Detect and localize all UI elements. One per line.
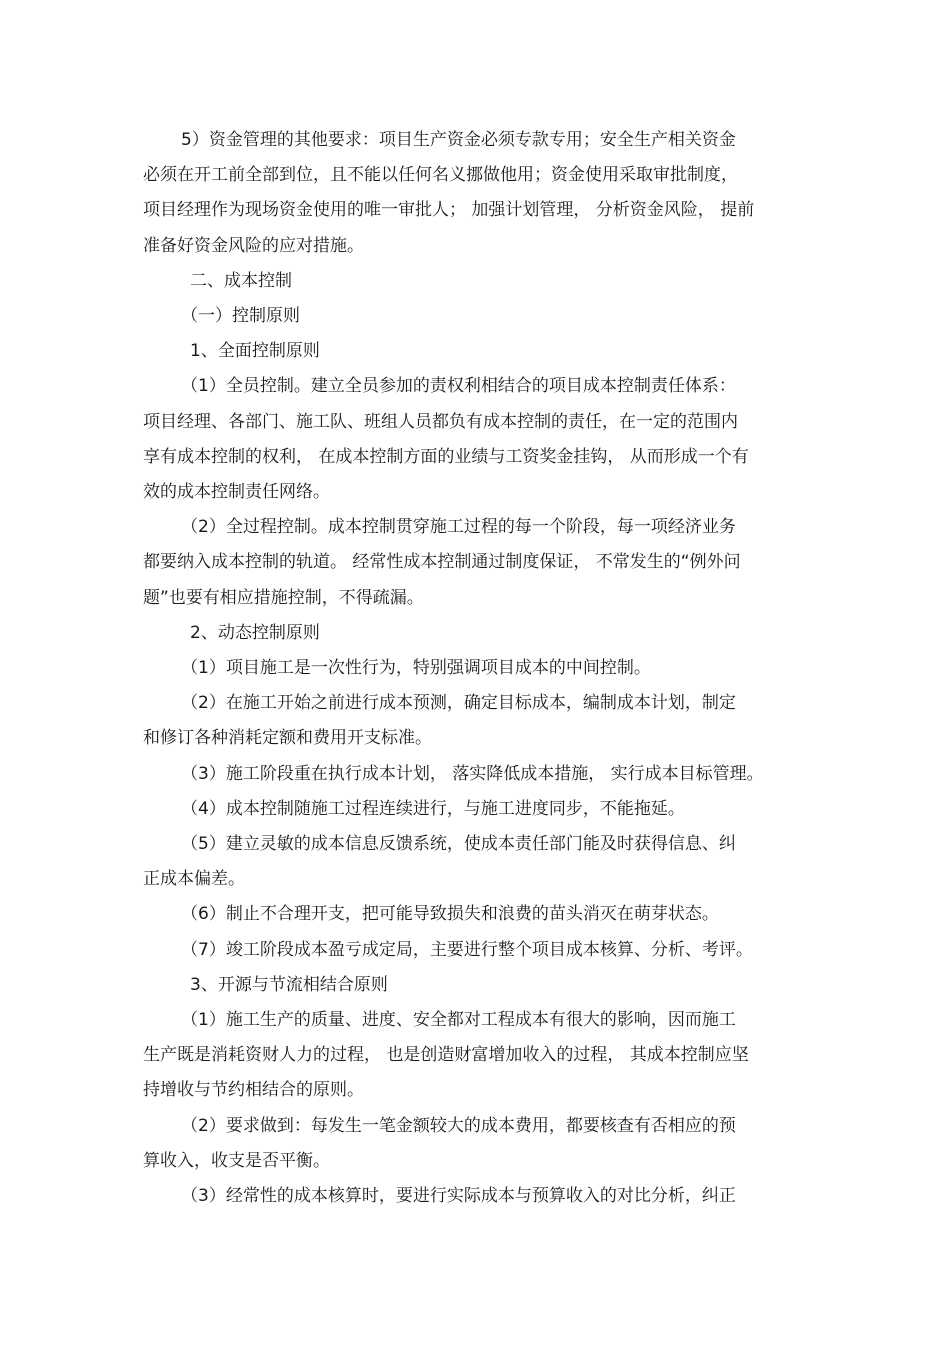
paragraph-line: 都要纳入成本控制的轨道。 经常性成本控制通过制度保证， 不常发生的“例外问 <box>143 552 741 573</box>
section-heading: 二、成本控制 <box>190 270 292 291</box>
section-heading: 3、开源与节流相结合原则 <box>190 974 388 995</box>
paragraph-line: （4）成本控制随施工过程连续进行，与施工进度同步，不能拖延。 <box>181 798 685 819</box>
paragraph-line: 享有成本控制的权利， 在成本控制方面的业绩与工资奖金挂钩， 从而形成一个有 <box>143 446 749 467</box>
paragraph-line: 题”也要有相应措施控制，不得疏漏。 <box>143 587 424 608</box>
paragraph-line: 效的成本控制责任网络。 <box>143 482 330 502</box>
paragraph-line: 必须在开工前全部到位，且不能以任何名义挪做他用；资金使用采取审批制度， <box>143 165 738 186</box>
paragraph-line: （1）施工生产的质量、进度、安全都对工程成本有很大的影响，因而施工 <box>181 1010 736 1030</box>
paragraph-line: 准备好资金风险的应对措施。 <box>143 235 364 256</box>
paragraph-line: （5）建立灵敏的成本信息反馈系统，使成本责任部门能及时获得信息、纠 <box>181 834 736 854</box>
paragraph-line: 正成本偏差。 <box>143 869 245 890</box>
paragraph-line: 算收入，收支是否平衡。 <box>143 1150 330 1171</box>
paragraph-line: （3）施工阶段重在执行成本计划， 落实降低成本措施， 实行成本目标管理。 <box>181 763 764 784</box>
paragraph-line: 项目经理、各部门、施工队、班组人员都负有成本控制的责任，在一定的范围内 <box>143 411 738 432</box>
paragraph-line: （一）控制原则 <box>181 306 300 326</box>
paragraph-line: （1）全员控制。建立全员参加的责权利相结合的项目成本控制责任体系： <box>181 376 736 397</box>
section-heading: 1、全面控制原则 <box>190 341 320 362</box>
paragraph-line: （7）竣工阶段成本盈亏成定局，主要进行整个项目成本核算、分析、考评。 <box>181 939 753 960</box>
paragraph-line: 和修订各种消耗定额和费用开支标准。 <box>143 728 432 749</box>
paragraph-line: （2）全过程控制。成本控制贯穿施工过程的每一个阶段，每一项经济业务 <box>181 517 736 538</box>
paragraph-line: （2）要求做到：每发生一笔金额较大的成本费用，都要核查有否相应的预 <box>181 1115 736 1136</box>
paragraph-line: 生产既是消耗资财人力的过程， 也是创造财富增加收入的过程， 其成本控制应坚 <box>143 1045 749 1066</box>
paragraph-line: （3）经常性的成本核算时，要进行实际成本与预算收入的对比分析，纠正 <box>181 1186 736 1206</box>
paragraph-line: （6）制止不合理开支，把可能导致损失和浪费的苗头消灭在萌芽状态。 <box>181 904 719 925</box>
paragraph-line: 持增收与节约相结合的原则。 <box>143 1080 364 1101</box>
paragraph-line: （1）项目施工是一次性行为，特别强调项目成本的中间控制。 <box>181 658 651 678</box>
paragraph-line: 项目经理作为现场资金使用的唯一审批人； 加强计划管理， 分析资金风险， 提前 <box>143 200 755 221</box>
paragraph-line: （2）在施工开始之前进行成本预测，确定目标成本，编制成本计划，制定 <box>181 693 736 714</box>
paragraph-line: 5）资金管理的其他要求：项目生产资金必须专款专用；安全生产相关资金 <box>181 130 736 150</box>
section-heading: 2、动态控制原则 <box>190 622 320 643</box>
